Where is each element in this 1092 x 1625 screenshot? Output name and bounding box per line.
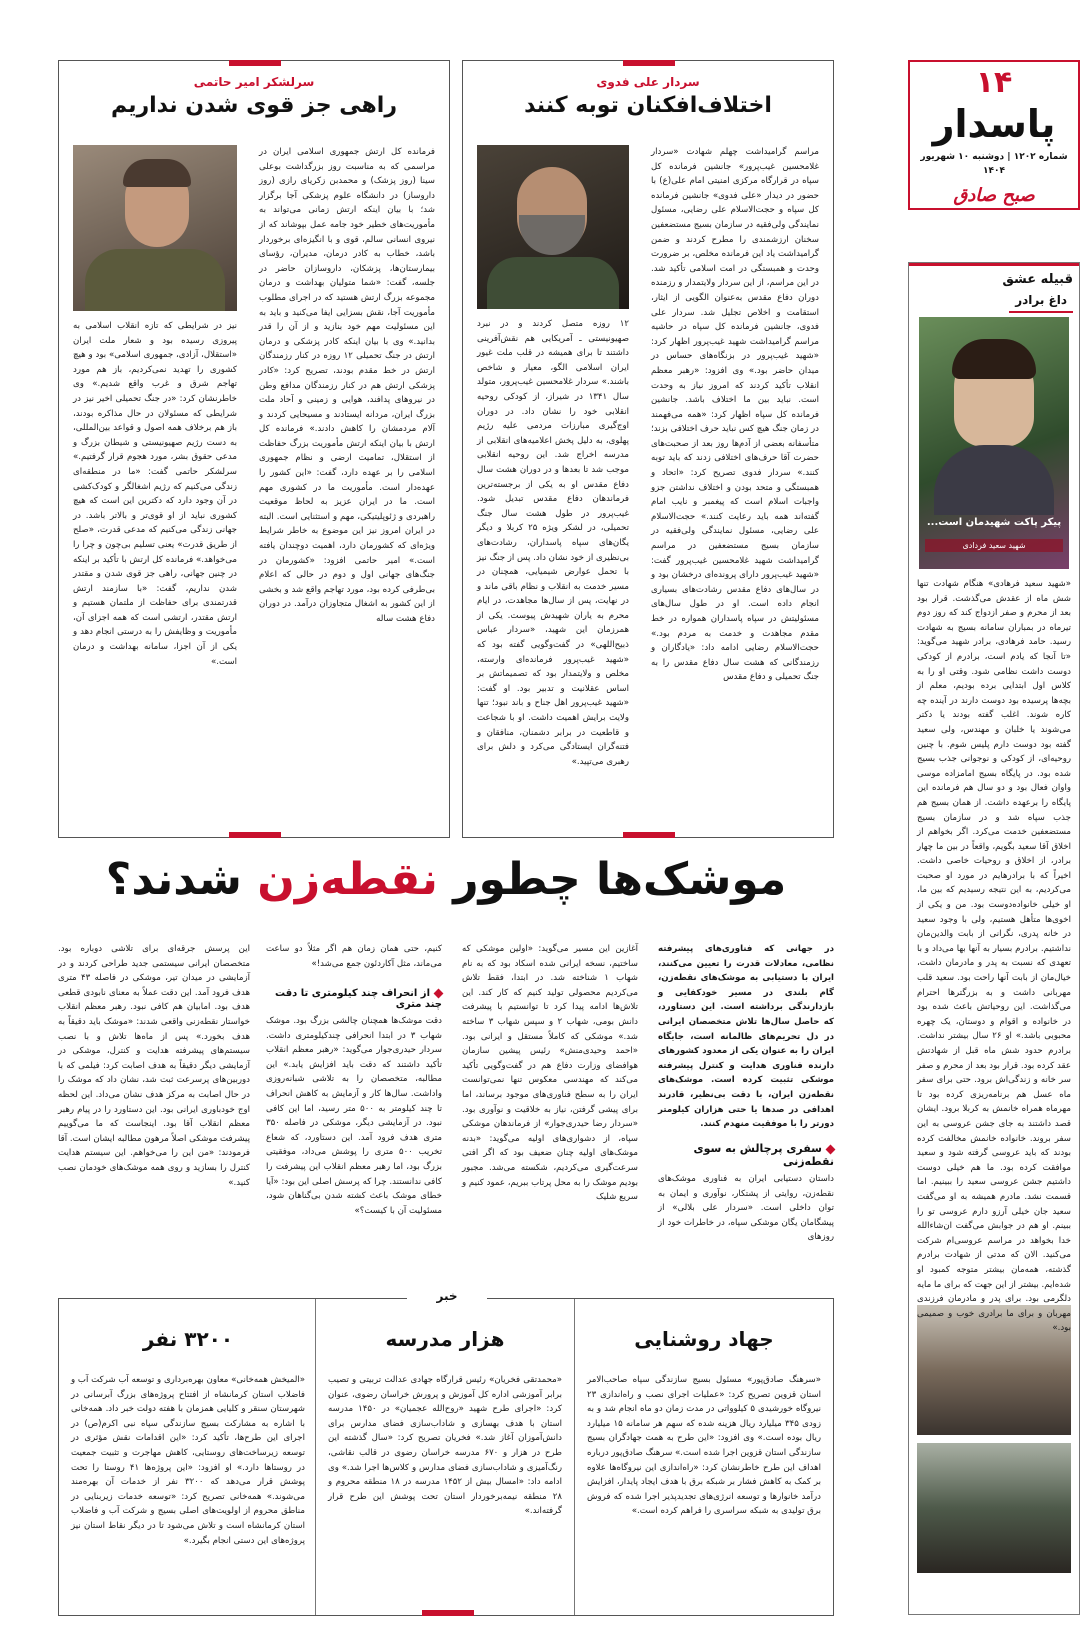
funeral-photo-2 [917,1443,1071,1573]
sidebar [908,262,1080,1615]
feature-col3-wrap [266,942,442,1262]
feature-sub1 [658,1142,834,1168]
feature-title-highlight: نقطه‌زن [257,854,438,905]
feature-title-part1: موشک‌ها چطور [437,854,787,905]
portrait-hair [952,339,1036,379]
feature-col1 [658,942,834,1262]
news-section [58,1289,834,1616]
bullet-icon [826,1144,836,1154]
funeral-photo-1 [917,1305,1071,1435]
article-hatami-col1: فرمانده کل ارتش جمهوری اسلامی ایران در مراسمی که به مناسبت روز بزرگداشت بوعلی سینا (روز پزشک) و محمدبن زکریای رازی (روز داروساز) در دانشگاه علوم پزشکی آجا برگزار شد؛ با بیان اینکه ارتش زمانی می‌تواند به مأموریت‌های خطیر خود جامه عمل بپوشاند که از نیروی انسانی سالم، قوی و با انگیزه‌ای برخوردار باشد، خطاب به کادر درمان، مدیران، رؤسای بیمارستان‌ها، پزشکان، داروسازان حاضر در جلسه، گفت: «شما متولیان بهداشت و درمان مجموعه بزرگ ارتش هستید که در اجرای مطلوب مأموریت آجا، نقش بسزایی ایفا می‌کنید و باید به این مسئولیت مهم خود بنازید و از آن را قدر بدانید.» وی با بیان اینکه کادر پزشکی و درمان ارتش در جنگ تحمیلی ۱۲ روزه در کنار رزمندگان ارتش در خط مقدم بودند، تصریح کرد: «کادر پزشکی ارتش هم در کنار رزمندگان مدافع وطن در نیروهای پدافند، هوایی و زمینی و آحاد ملت بزرگ ایران، مردانه ایستادند و مسیحایی کردند و آلام مردمشان را کاهش دادند.» فرمانده کل ارتش با بیان اینکه ارتش مأموریت بزرگ حفاظت از استقلال، تمامیت ارضی و نظام جمهوری اسلامی را بر عهده دارد، گفت: «این کشور را عهده‌دار است. مأموریت ما در کشوری مهم است. ما در ایران عزیز به لحاظ موقعیت راهبردی و ژئوپلیتیکی، مهم و استثنایی است. البته در ایران امروز نیز این موضوع به خاطر شرایط ویژه‌ای که کشورمان دارد، اهمیت دوچندان یافته است.» امیر حاتمی افزود: «کشورمان در جنگ‌های جهانی اول و دوم در حالی که اعلام بی‌طرفی کرده بود، مورد تهاجم واقع شد و بخشی از این کشور به اشغال متجاوزان درآمد. در دوران دفاع هشت ساله [259,147,435,624]
feature-col4: این پرسش جرقه‌ای برای تلاشی دوباره بود. متخصصان ایرانی سیستمی جدید طراحی کردند و در آزمایشی در میدان تیر، موشکی در فاصله ۴۳ متری هدف فرود آمد. این دقت عملاً به معنای نابودی قطعی هدف بود. امابیان هم کافی نبود. رهبر معظم انقلاب خواستار نقطه‌زنی واقعی شدند: «موشک باید دقیقاً به هدف بخورد.» پس از ماه‌ها تلاش و با نصب سیستم‌های پیشرفته هدایت و کنترل، موشکی در آزمایشی دیگر دقیقاً به هدف اصابت کرد: فیلمی که با دوربین‌های پرسرعت ثبت شد، نشان داد که موشک را در حال اصابت به مرکز هدف نشان می‌داد. این لحظه اوج خودباوری ایرانی بود. این دستاورد را در پیام رهبر معظم انقلاب آقا بود. اینجاست که ما می‌گوییم پیشرفت موشکی اصلاً مرهون مطالبه ایشان است. آقا فرمودند: «من این را می‌خواهم. این سیستم هدایت کنترل را بسازید و روی همه موشک‌های خودمان نصب کنید.» [58,944,250,1188]
feature-col3: کنیم، حتی همان زمان هم اگر مثلاً دو ساعت می‌ماند، مثل آکاردئون جمع می‌شد!» [266,944,442,969]
feature-sub2 [266,988,442,1010]
article-fadavi-col2: ۱۲ روزه متصل کردند و در نبرد صهیونیستی ـ آمریکایی هم نقش‌آفرینی داشتند تا برای همیشه در قلب ملت غیور ایران اسلامی الگو، معیار و شاخص باشند.» سردار غلامحسین غیب‌پرور، متولد سال ۱۳۴۱ در شیراز، از کودکی روحیه انقلابی خود را نشان داد. در دوران اوج‌گیری مبارزات مردمی علیه رژیم پهلوی، به دلیل پخش اعلامیه‌های انقلابی از مدرسه اخراج شد. این روحیه انقلابی موجب شد تا بعدها و در دوران هشت سال دفاع مقدس او به یکی از برجسته‌ترین فرماندهان دفاع مقدس تبدیل شود. غیب‌پرور در طول هشت سال جنگ تحمیلی، در لشکر ویژه ۲۵ کربلا و دیگر یگان‌های سپاه پاسداران، رشادت‌های بی‌نظیری از خود نشان داد. پس از جنگ نیز با تحمل عوارض شیمیایی، همچنان در مسیر خدمت به انقلاب و نظام باقی ماند و در نهایت، پس از سال‌ها مجاهدت، در ایام محرم به یاران شهیدش پیوست. یکی از همرزمان این شهید، «سردار عباس ذبیح‌اللهی» در گفت‌وگویی گفته بود که «شهید غیب‌پرور فرمانده‌ای وارسته، مخلص و ولایتمدار بود که تصمیماتش بر اساس عقلانیت و تدبیر بود. او گفت: «شهید غیب‌پرور اهل جناح و باند نبود؛ تنها ولایت برایش اهمیت داشت. او با شجاعت و قاطعیت در برابر دشمنان، منافقان و فتنه‌گران ایستادگی می‌کرد و دلش برای رهبری می‌تپید.» [477,319,629,767]
paper-name: پاسدار [932,102,1056,146]
portrait-body [934,445,1054,515]
hatami-portrait [73,145,237,311]
bullet-icon [434,988,444,998]
news-label: خبر [407,1289,487,1303]
poster-name: شهید سعید فردادی [925,539,1063,552]
sidebar-body: «شهید سعید فرهادی» هنگام شهادت تنها شش ماه از عقدش می‌گذشت. قرار بود بعد از محرم و صفر ازدواج کند که روز دوم تیرماه در بمباران سامانه بسیج به شهادت رسید. حامد فرهادی، برادر شهید می‌گوید: «تا آنجا که یادم است، برادرم از کودکی دوست داشت نظامی شود. وقتی او را به کلاس اول ابتدایی برده بودیم، معلم از بچه‌ها پرسیده بود دوست دارند در آینده چه کاره شوند. اغلب گفته بودند یا دکتر می‌شوند یا خلبان و مهندس، ولی سعید گفته بود دوست دارم پلیس شوم. با چنین روحیه‌ای، از کودکی و نوجوانی جذب بسیج شده بود. در پایگاه بسیج امامزاده موسی واوان فعال بود و دو سال هم فرمانده این پایگاه را برعهده داشت. از همان بسیج هم جذب سپاه شد و در سازمان بسیج مستضعفین خدمت می‌کرد. اگر بخواهم از اخلاق آقا سعید بگویم، واقعاً در بین ما چهار برادر، از اخلاق و روحیات خاصی داشت. اخیراً که با برادرهایم در مورد او صحبت می‌کردیم، به این نتیجه رسیدیم که بین ما، او خیلی خانواده‌دوست بود. من و یکی از اخوی‌ها متأهل هستیم، ولی با وجود سعید در خانه پدری، نگرانی از بابت والدین‌مان نداشتیم. برادرم بسیار به آنها بها می‌داد و با تعهدی که نسبت به پدر و مادرمان داشت، خیال‌مان از بابت آنها راحت بود. سعید قلب مهربانی داشت و به بزرگترها احترام می‌گذاشت. این روحیاتش باعث شده بود در خانواده و اقوام و دوستان، یک چهره محبوبی باشد.» او ۲۶ سال بیشتر نداشت. برادرم حدود شش ماه قبل از شهادتش عقد کرده بود. قرار بود بعد از محرم و صفر سر خانه و زندگی‌اش برود. حتی برای سفر ماه عسل هم برنامه‌ریزی کرده بود تا مهرماه همراه خانمش به کربلا برود. ایشان قصد داشتند به جای جشن عروسی به این سفر بروند. خانواده خانمش مخالفت کرده بودند که باید عروسی گرفته شود و سعید موافقت کرده بود. ما هم خیلی دوست داشتیم جشن عروسی سعید را ببینیم. اما قسمت نشد. مادرم همیشه به او می‌گفت سعید جان خیلی آرزو دارم عروسی تو را ببینم. او هم در جوابش می‌گفت ان‌شاءالله خدا بخواهد در مراسم عروسی‌ام شرکت می‌کنید. الان که مدتی از شهادت برادرم گذشته، همه‌مان بیشتر متوجه کمبود او شده‌ایم. بیشتر از این جهت که برای ما مایه دلگرمی بود. برای پدر و مادرمان فرزندی مهربان و برای ما برادری خوب و صمیمی بود.» [917,579,1072,1334]
article-fadavi [462,60,834,838]
news-item-2-body: «محمدتقی فخریان» رئیس قرارگاه جهادی عدالت تربیتی و تصیب برابر آموزشی اداره کل آموزش و پرورش خراسان رضوی، عنوان کرد: «اجرای طرح شهید «روح‌الله عجمیان» در ۱۴۵۰ مدرسه استان با هدف بهسازی و شاداب‌سازی فضای مدارس برای دانش‌آموزان آغاز شد.» فخریان تصریح کرد: «سال گذشته این طرح در هزار و ۶۷۰ مدرسه خراسان رضوی در قالب نقاشی، رنگ‌آمیزی و شاداب‌سازی فضای مدارس و کلاس‌ها اجرا شد.» وی ادامه داد: «امسال بیش از ۱۴۵۲ مدرسه در ۱۸ منطقه محروم و ۲۸ منطقه نیمه‌برخوردار استان تحت پوشش این طرح قرار گرفته‌اند.» [328,1375,562,1517]
feature-col2: آغازین این مسیر می‌گوید: «اولین موشکی که ساختیم، نسخه ایرانی شده اسکاد بود که به نام شهاب ۱ شناخته شد. در ابتدا، فقط تلاش می‌کردیم محصولی تولید کنیم که کار کند. این تلاش‌ها ادامه پیدا کرد تا توانستیم با پیشرفت دانش بومی، شهاب ۲ و سپس شهاب ۳ ساخته شد.» موشکی که کاملاً مستقل و ایرانی بود. «احمد وحیدی‌منش» رئیس پیشین سازمان هوافضای وزارت دفاع هم در گفت‌وگویی تأکید می‌کند که مهندسی معکوس تنها نمی‌توانست ایران را به سطح فناوری‌های موجود برساند، اما برای پیشی گرفتن، نیاز به خلاقیت و نوآوری بود. «سردار رضا حیدری‌جوار» از فرماندهان موشکی سپاه، از دشواری‌های اولیه می‌گوید: «بدنه موشک‌های اولیه چنان ضعیف بود که اگر افتی سرعت‌گیری می‌کردیم، شکسته می‌شد. مجبور بودیم موشک را به محل پرتاب ببریم، عمود کنیم و سریع شلیک [462,944,639,1203]
news-item-2-title: هزار مدرسه [385,1327,505,1351]
feature-title [58,850,834,910]
news-item-2 [316,1299,574,1615]
article-fadavi-title: اختلاف‌افکنان توبه کنند [524,93,772,118]
article-hatami-kicker: سرلشکر امیر حاتمی [193,75,315,89]
news-item-1-title: جهاد روشنایی [634,1327,774,1351]
masthead [908,60,1080,210]
fadavi-portrait [477,145,629,309]
article-hatami-col2: نیز در شرایطی که تازه انقلاب اسلامی به پیروزی رسیده بود و شعار ملت ایران «استقلال، آزادی، جمهوری اسلامی» بود و هیچ کشوری را تهدید نمی‌کردیم، باز هم مورد تهاجم شرق و غرب واقع شدیم.» وی خاطرنشان کرد: «در جنگ تحمیلی اخیر نیز در شرایطی که مسئولان در حال مذاکره بودند، باز هم برخلاف همه اصول و قواعد بین‌المللی، به دست رژیم صهیونیستی و شیطان بزرگ و مدعی حقوق بشر، مورد هجوم قرار گرفتیم.» سرلشکر حاتمی گفت: «ما در منطقه‌ای زندگی می‌کنیم که رژیم اشغالگر و کودک‌کشی در آن وجود دارد که دکترین این است که هیچ کشوری نباید از او قوی‌تر و بالاتر باشد. در جهانی زندگی می‌کنیم که مدعی قدرت، «صلح از طریق قدرت» یعنی تسلیم بی‌چون و چرا را می‌خواهد.» فرمانده کل ارتش با تأکید بر اینکه در چنین جهانی، راهی جز قوی شدن و مقتدر شدن نداریم، گفت: «با سازمند ارتش قدرتمندی برای حفاظت از ملتمان هستیم و ارتش مقتدر، ارتشی است که همه اجزای آن، مأموریت و وظایفش را به درستی انجام دهد و یکی از آن اجزا، سامانه بهداشت و درمان است.» [73,321,237,667]
feature-sub2-text: از انحراف چند کیلومتری تا دقت چند متری [275,988,442,1010]
article-hatami-title: راهی جز قوی شدن نداریم [110,93,398,118]
article-hatami [58,60,450,838]
page-number: ۱۴ [975,65,1013,100]
news-item-3-body: «المیخش همه‌خانی» معاون بهره‌برداری و توسعه آب شرکت آب و فاضلاب استان کرمانشاه از افتتاح پروژه‌های بزرگ آبرسانی در شهرستان سنقر و کلیایی همزمان با هفته دولت خبر داد. همه‌خانی با اشاره به مشارکت بسیج سازندگی سپاه نبی اکرم(ص) در اجرای این طرح‌ها، تأکید کرد: «این اقدامات نقش مؤثری در توسعه زیرساخت‌های روستایی، کاهش مهاجرت و تثبیت جمعیت در روستاها دارد.» او افزود: «این پروژه‌ها ۴۱ روستا را تحت پوشش قرار می‌دهد که ۳۲۰۰ نفر از خدمات آن بهره‌مند می‌شوند.» همه‌خانی تصریح کرد: «توسعه خدمات زیربنایی در مناطق محروم از اولویت‌های اصلی بسیج و شرکت آب و فاضلاب استان کرمانشاه است و تلاش می‌شود تا در دیگر نقاط استان نیز پروژه‌های این دستی انجام بگیرد.» [71,1375,305,1546]
sidebar-article-title: داغ برادر [1009,293,1073,313]
feature-sub1-text: سفری پرچالش به سوی نقطه‌زنی [693,1142,834,1168]
news-item-1 [575,1299,833,1615]
news-item-3-title: ۳۲۰۰ نفر [142,1327,234,1351]
brand-logo: صبح صادق [953,185,1035,206]
feature-col1b: داستان دستیابی ایران به فناوری موشک‌های نقطه‌زن، روایتی از پشتکار، نوآوری و ایمان به توان داخلی است. «سردار علی بلالی» از پیشگامان یگان موشکی سپاه، در خاطرات خود از روزهای [658,1174,834,1243]
feature-missiles [58,850,834,1270]
martyr-poster [919,317,1069,569]
feature-col3b: دقت موشک‌ها همچنان چالشی بزرگ بود. موشک شهاب ۳ در ابتدا انحرافی چندکیلومتری داشت. سردار حیدری‌جوار می‌گوید: «رهبر معظم انقلاب تأکید داشتند که دقت باید افزایش یابد.» این مطالبه، متخصصان را به تلاشی شبانه‌روزی واداشت. سال‌ها کار و آزمایش به کاهش انحراف تا چند کیلومتر به ۵۰۰ متر رسید، اما این کافی نبود. در آزمایشی دیگر، موشکی در فاصله ۳۵۰ متری هدف فرود آمد. این دستاورد، که شعاع تخریب ۵۰۰ متری را پوشش می‌داد، موفقیتی بزرگ بود، اما رهبر معظم انقلاب این پیشرفت را کافی ندانستند. چرا که پرسش اصلی این بود: «آیا خطای موشک باعث کشته شدن بی‌گناهان شود، مسئولیت آن با کیست؟» [266,1016,442,1216]
sidebar-section-title: قبیله عشق [1002,272,1073,287]
feature-lead: در جهانی که فناوری‌های پیشرفته نظامی، معادلات قدرت را تعیین می‌کنند، ایران با دستیابی به موشک‌های نقطه‌زن، گام بلندی در مسیر خودکفایی و بازدارندگی برداشته است. این دستاورد، که حاصل سال‌ها تلاش متخصصان ایرانی در دل تحریم‌های ظالمانه است، جایگاه ایران را به عنوان یکی از معدود کشورهای دارنده فناوری هدایت و کنترل پیشرفته موشکی تثبیت کرده است. موشک‌های نقطه‌زن ایران، با دقت بی‌نظیر، قادرند اهدافی در صدها یا حتی هزاران کیلومتر دورتر را با موفقیت منهدم کنند. [658,944,834,1130]
article-fadavi-kicker: سردار علی فدوی [596,75,700,89]
article-fadavi-col1: مراسم گرامیداشت چهلم شهادت «سردار غلامحسین غیب‌پرور» جانشین فرمانده کل سپاه در قرارگاه مرکزی امنیتی امام علی(ع) با حضور در دیدار «علی فدوی» جانشین فرمانده کل سپاه و حجت‌الاسلام علی رضایی، مسئول نمایندگی ولی‌فقیه در سازمان بسیج مستضعفین سخنان ارزشمندی را مطرح کردند و ضمن گرامیداشت یاد این فرمانده مخلص، بر ضرورت وحدت و همبستگی در امت اسلامی تأکید شد. در این مراسم، از این سردار ولایتمدار و رزمنده دوران دفاع مقدس به‌عنوان الگویی از ایثار، استقامت و اخلاص تجلیل شد. سردار علی فدوی، جانشین فرمانده کل سپاه در حاشیه مراسم گرامیداشت شهید غیب‌پرور اظهار کرد: «شهید غیب‌پرور در بزنگاه‌های حساس در میدان حاضر بود.» وی افزود: «رهبر معظم انقلاب تأکید کردند که امروز نیاز به وحدت است. نباید بین ما اختلاف باشد. جانشین فرمانده کل سپاه اظهار کرد: «همه می‌فهمند در زمان جنگ هیچ کس نباید حرف اختلافی بزند؛ متأسفانه بعضی از آدم‌ها روز بعد از صحبت‌های حضرت آقا حرف‌های اختلافی زدند که باید توبه کنند.» سردار فدوی تصریح کرد: «اتحاد و همبستگی و متحد بودن و اختلاف نداشتن جزو واجبات اسلام است که پیغمبر و نایب امام گفته‌اند همه باید رعایت کنند.» حجت‌الاسلام علی رضایی، مسئول نمایندگی ولی‌فقیه در سازمان بسیج مستضعفین در مراسم گرامیداشت شهید غلامحسین غیب‌پرور گفت: «شهید غیب‌پرور دارای پرونده‌ای درخشان بود و در سال‌های دفاع مقدس رشادت‌های بسیاری انجام داده است. او در طول سال‌های مسئولیتش در سپاه پاسداران همواره در خط مقدم مجاهدت و خدمت به مردم بود.» حجت‌الاسلام رضایی ادامه داد: «یادگاران و رزمندگانی که هشت سال دفاع مقدس را به جنگ تحمیلی و دفاع مقدس [651,147,819,683]
news-item-3 [59,1299,317,1615]
feature-title-part2: شدند؟ [105,854,258,905]
issue-line: شماره ۱۲۰۲ | دوشنبه ۱۰ شهریور ۱۴۰۴ [920,152,1068,176]
poster-caption: پیکر پاکت شهیدمان است... [926,517,1062,528]
news-item-1-body: «سرهنگ صادق‌پور» مسئول بسیج سازندگی سپاه صاحب‌الامر استان قزوین تصریح کرد: «عملیات اجرای نصب و راه‌اندازی ۲۳ نیروگاه خورشیدی ۵ کیلوواتی در مدت زمان دو ماه انجام شد و به زودی ۳۴۵ میلیارد ریال هزینه شده که سهم هر سامانه ۱۵ میلیارد ریال بوده است.» وی افزود: «این طرح به همت جهادگران بسیج سازندگی استان قزوین اجرا شده است.» سرهنگ صادق‌پور درباره اهداف این طرح خاطرنشان کرد: «راه‌اندازی این نیروگاه‌ها علاوه بر کمک به کاهش فشار بر شبکه برق با هدف ایجاد پایدار، افزایش درآمد خانوارها و توسعه انرژی‌های تجدیدپذیر اجرا شده که فروش برق تولیدی به شبکه سراسری را فراهم کرده است.» [587,1375,821,1517]
